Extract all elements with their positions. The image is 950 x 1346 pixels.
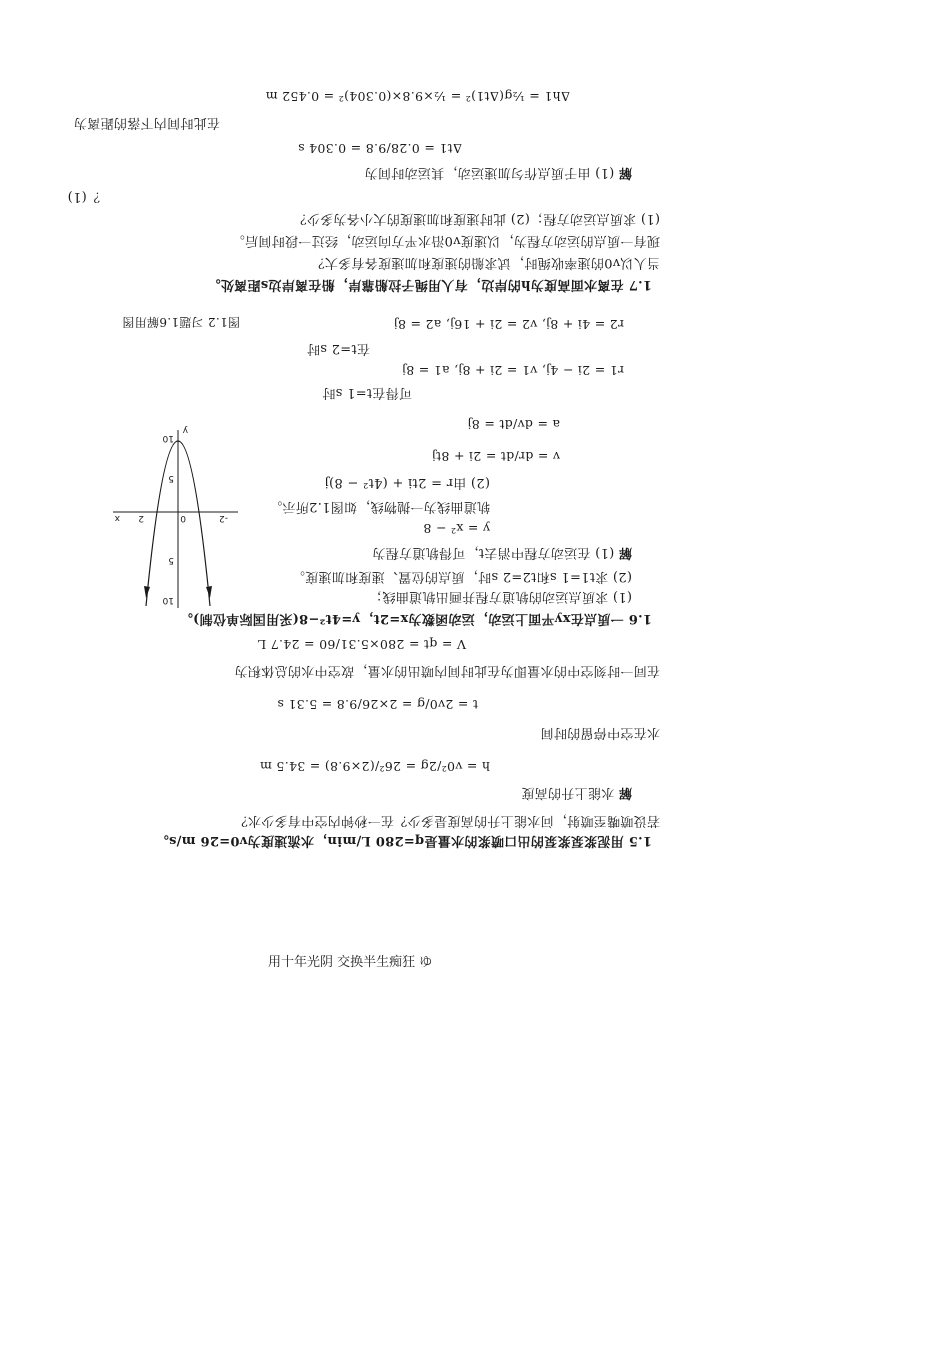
solution-text: 水能上升的高度 bbox=[521, 785, 615, 800]
problem-1-7-solution bbox=[364, 164, 632, 180]
problem-1-7-line2: 当人以v0的速率收绳时，试求船的速度和加速度各有多大？ bbox=[311, 255, 660, 270]
footer-slogan: 用十年光阴 交换半生痴狂 ゆ bbox=[268, 955, 433, 970]
tick-0: 0 bbox=[180, 513, 186, 523]
equation-volume: V = qt = 280×5.31/60 = 24.7 L bbox=[257, 637, 466, 652]
equation-velocity: v = dr/dt = 2i + 8tj bbox=[431, 449, 560, 464]
part2-position: (2) 由r = 2ti + (4t² − 8)j bbox=[324, 475, 490, 490]
problem-1-5-solution bbox=[521, 784, 632, 800]
equation-time: t = 2v0/g = 2×26/9.8 = 5.31 s bbox=[277, 697, 478, 712]
problem-1-6-line1: 1.6 一质点在xy平面上运动，运动函数为x=2t，y=4t²−8(采用国际单位制)。 bbox=[179, 611, 652, 626]
equation-acceleration: a = dv/dt = 8j bbox=[467, 417, 560, 432]
problem-1-7-line5: ？(1) bbox=[67, 189, 100, 204]
t1-values: r1 = 2i − 4j, v1 = 2i + 8j, a1 = 8j bbox=[401, 363, 624, 378]
solution-text: (1) 由于质点作匀加速运动，其运动时间为 bbox=[364, 165, 615, 180]
tick-10-bottom: 10 bbox=[162, 433, 174, 443]
problem-1-5-volume-line: 在同一时刻空中的水量即为在此时间内喷出的水量，故空中水的总体积为 bbox=[234, 663, 660, 678]
problem-1-5-line2: 若设喷嘴至喷射，问水能上升的高度是多少？在一秒钟内空中有多少水？ bbox=[234, 813, 660, 828]
solution-label: 解 bbox=[618, 545, 632, 560]
problem-1-7-distance-line: 在此时间内下落的距离为 bbox=[73, 115, 220, 130]
inverted-text-block bbox=[67, 82, 660, 852]
equation-height: h = v0²/2g = 26²/(2×9.8) = 34.5 m bbox=[259, 759, 490, 774]
tick-5-bottom: 5 bbox=[168, 473, 174, 483]
solution-label: 解 bbox=[618, 165, 632, 180]
problem-1-5-time-line: 水在空中停留的时间 bbox=[540, 725, 660, 740]
figure-1-2 bbox=[108, 424, 248, 616]
problem-1-6-q2: (2) 求t1=1 s和t2=2 s时，质点的位置、速度和加速度。 bbox=[291, 569, 632, 584]
solution-text: (1) 在运动方程中消去t，可得轨道方程为 bbox=[372, 545, 615, 560]
parabola-plot bbox=[108, 424, 248, 616]
problem-1-7-line4: (1) 求质点运动方程；(2) 此时速度和加速度的大小各为多少？ bbox=[293, 211, 660, 226]
problem-1-5-line1: 1.5 用泥浆泵浆泵的出口喷浆的水量是q=280 L/min，水流速度为v0=26 m/s。 bbox=[155, 833, 652, 848]
at-t1-line: 可得在t=1 s时 bbox=[322, 385, 412, 400]
equation-fall-distance: Δh1 = ½g(Δt1)² = ½×9.8×(0.304)² = 0.452 m bbox=[265, 89, 570, 104]
at-t2-line: 在t=2 s时 bbox=[306, 341, 370, 356]
y-axis-label: y bbox=[182, 425, 188, 435]
tick-2: 2 bbox=[138, 513, 144, 523]
solution-label: 解 bbox=[618, 785, 632, 800]
problem-1-7-line3: 现有一质点的运动方程为，以速度v0沿水平方向运动，经过一段时间后。 bbox=[231, 233, 660, 248]
equation-fall-time: Δt1 = 0.28/9.8 = 0.304 s bbox=[297, 141, 462, 156]
tick-neg2: -2 bbox=[219, 513, 228, 523]
tick-5-top: 5 bbox=[168, 555, 174, 565]
t2-values: r2 = 4i + 8j, v2 = 2i + 16j, a2 = 8j bbox=[393, 317, 624, 332]
tick-10-top: 10 bbox=[162, 595, 174, 605]
problem-1-6-q1: (1) 求质点运动的轨道方程并画出轨道曲线； bbox=[368, 589, 632, 604]
problem-1-6-solution bbox=[372, 544, 632, 560]
equation-trajectory: y = x² − 8 bbox=[423, 521, 490, 536]
x-axis-label: x bbox=[114, 513, 120, 523]
problem-1-7-line1: 1.7 在离水面高度为h的岸边，有人用绳子拉船靠岸，船在离岸边s距离处。 bbox=[207, 277, 652, 292]
figure-caption: 图1.2 习题1.6解用图 bbox=[122, 315, 240, 329]
trajectory-note: 轨道曲线为一抛物线，如图1.2所示。 bbox=[268, 499, 490, 514]
